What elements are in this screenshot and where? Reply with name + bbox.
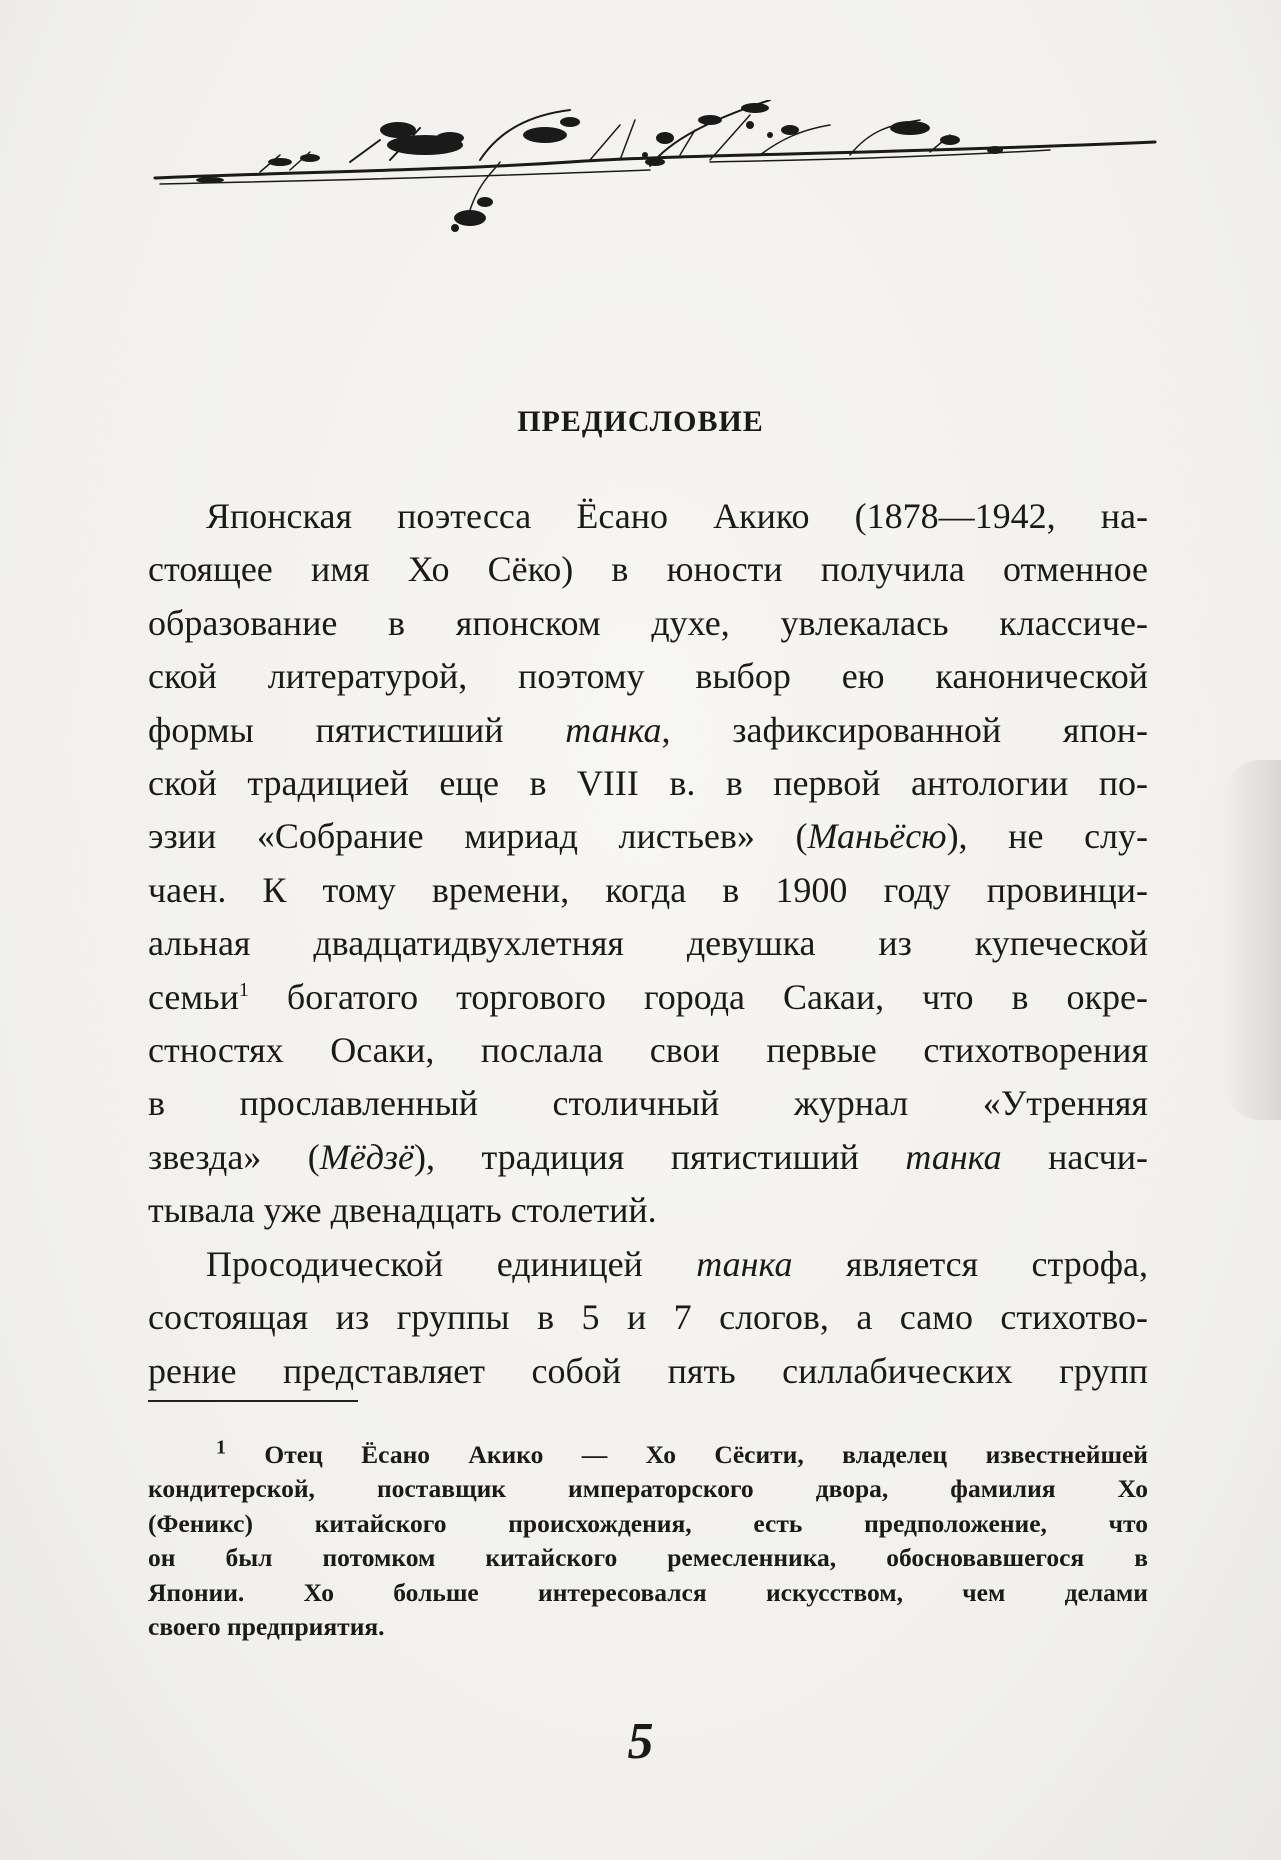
footnote-line: (Феникс) китайского происхождения, есть предположение, что — [148, 1508, 1148, 1538]
page-number: 5 — [627, 1713, 654, 1770]
text-line: Просодической единицей танка является строфа, — [206, 1243, 1148, 1284]
footnote-divider — [148, 1400, 358, 1402]
footnote-line: кондитерской, поставщик императорского двора, фамилия Хо — [148, 1474, 1148, 1504]
text-line: состоящая из группы в 5 и 7 слогов, а само стихотво- — [148, 1297, 1148, 1338]
paragraph — [148, 1238, 1148, 1398]
text-line: чаен. К тому времени, когда в 1900 году провинци- — [148, 869, 1148, 910]
footnote-line: $^1$ Отец Ёсано Акико — Хо Сёсити, владелец известнейшей — [216, 1438, 1148, 1469]
text-line: семьи$^1$ богатого торгового города Сакаи, что в окре- — [148, 976, 1148, 1017]
page-title: ПРЕДИСЛОВИЕ — [517, 405, 764, 438]
footnote-line: он был потомком китайского ремесленника, обосновавшегося в — [148, 1543, 1148, 1573]
text-line: тывала уже двенадцать столетий. — [148, 1190, 657, 1231]
text-line: образование в японском духе, увлекалась классиче- — [148, 602, 1148, 643]
text-line: эзии «Собрание мириад листьев» (Маньёсю), не слу- — [148, 816, 1148, 857]
footnote-line: своего предприятия. — [148, 1612, 385, 1642]
text-line: формы пятистиший танка, зафиксированной япон- — [148, 709, 1148, 750]
footnote — [148, 1438, 1148, 1644]
page-edge-shadow — [1221, 760, 1281, 1120]
text-line: рение представляет собой пять силлабических групп — [148, 1350, 1148, 1391]
text-line: стоящее имя Хо Сёко) в юности получила отменное — [148, 549, 1148, 590]
text-line: звезда» (Мёдзё), традиция пятистиший танка насчи- — [148, 1136, 1148, 1177]
paragraph — [148, 490, 1148, 1238]
main-text — [148, 490, 1148, 1398]
text-line: Японская поэтесса Ёсано Акико (1878—1942, на- — [206, 496, 1148, 536]
text-line: в прославленный столичный журнал «Утренняя — [148, 1083, 1148, 1124]
branch-ornament-icon — [150, 100, 1160, 290]
text-line: ской традицией еще в VIII в. в первой антологии по- — [148, 763, 1148, 804]
footnote-line: Японии. Хо больше интересовался искусством, чем делами — [148, 1577, 1148, 1607]
text-line: альная двадцатидвухлетняя девушка из купеческой — [148, 923, 1148, 964]
text-line: ской литературой, поэтому выбор ею канонической — [148, 656, 1148, 697]
text-line: стностях Осаки, послала свои первые стихотворения — [148, 1030, 1148, 1071]
